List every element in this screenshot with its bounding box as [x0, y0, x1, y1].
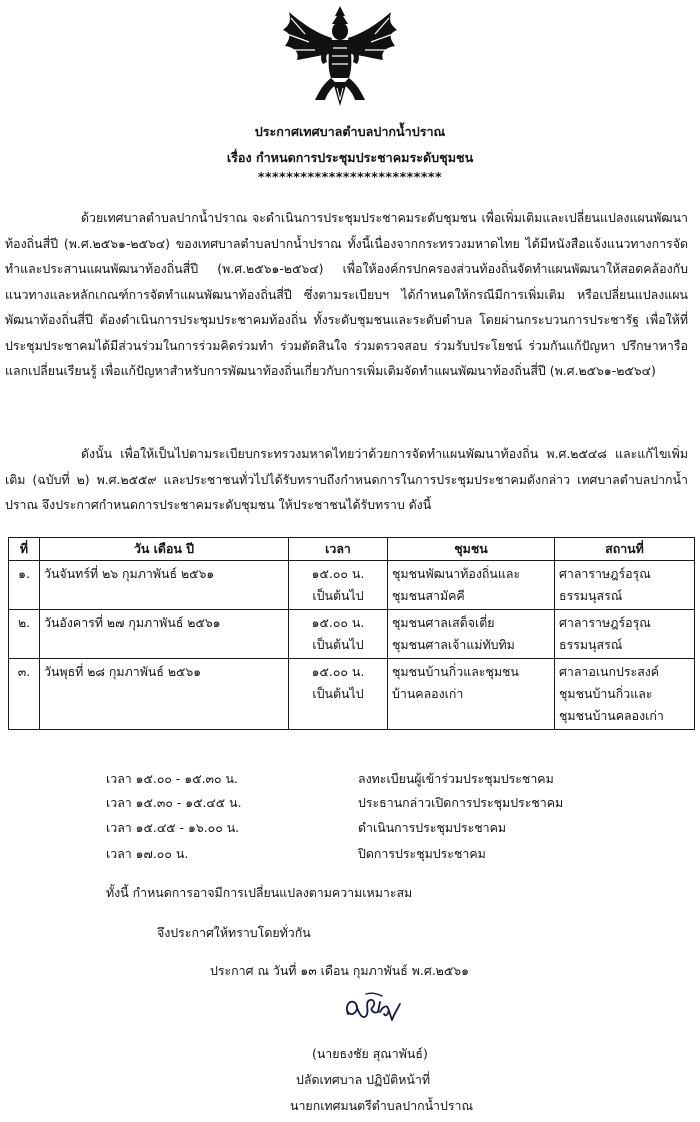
row-venue: [555, 659, 695, 730]
title-divider: **************************: [257, 169, 443, 184]
venue-line: ชุมชนบ้านคลองเก่า: [559, 708, 664, 723]
time-note: เป็นต้นไป: [312, 588, 364, 603]
body-paragraph-2: ดังนั้น เพื่อให้เป็นไปตามระเบียบกระทรวงมหาดไทยว่าด้วยการจัดทำแผนพัฒนาท้องถิ่น พ.ศ.๒๕๔๘ และแก้ไขเพิ่มเติม (ฉบับที่ ๒) พ.ศ.๒๕๕๙ และประชาชนทั่วไปได้รับทราบถึงกำหนดการในการประชุมประชาคมดังกล่าว เทศบาลตำบลปากน้ำปราณ จึงประกาศกำหนดการประชาคมระดับชุมชน ให้ประชาชนได้รับทราบ ดังนี้: [5, 446, 688, 512]
time-note: เป็นต้นไป: [312, 637, 364, 652]
table-row: [9, 610, 695, 659]
signatory-position-2: นายกเทศมนตรีตำบลปากน้ำปราณ: [290, 1098, 473, 1113]
header-venue: สถานที่: [555, 538, 695, 561]
agenda-time: เวลา ๑๕.๐๐ - ๑๕.๓๐ น.: [106, 771, 238, 786]
agenda-time: เวลา ๑๕.๔๕ - ๑๖.๐๐ น.: [106, 820, 240, 835]
garuda-emblem-icon: [275, 4, 405, 108]
venue-line: ศาลาอเนกประสงค์: [559, 664, 660, 679]
agenda-activity: ปิดการประชุมประชาคม: [358, 846, 486, 861]
agenda-time: เวลา ๑๕.๓๐ - ๑๕.๔๕ น.: [106, 795, 242, 810]
time-start: ๑๕.๐๐ น.: [311, 566, 365, 581]
time-start: ๑๕.๐๐ น.: [311, 664, 365, 679]
row-date: วันอังคารที่ ๒๗ กุมภาพันธ์ ๒๕๖๑: [40, 610, 289, 659]
community-line: บ้านคลองเก่า: [392, 686, 464, 701]
closing-note: ทั้งนี้ กำหนดการอาจมีการเปลี่ยนแปลงตามความเหมาะสม: [106, 885, 413, 900]
row-number: ๓.: [9, 659, 40, 730]
signatory-name: (นายธงชัย สุณาพันธ์): [312, 1046, 428, 1061]
row-community: [388, 659, 555, 730]
row-number: ๑.: [9, 561, 40, 610]
row-venue: [555, 561, 695, 610]
row-time: [289, 659, 388, 730]
closing-announce: จึงประกาศให้ทราบโดยทั่วกัน: [157, 925, 311, 940]
time-start: ๑๕.๐๐ น.: [311, 615, 365, 630]
header-community: ชุมชน: [388, 538, 555, 561]
signatory-position-1: ปลัดเทศบาล ปฏิบัติหน้าที่: [296, 1072, 430, 1087]
community-line: ชุมชนพัฒนาท้องถิ่นและ: [392, 566, 521, 581]
row-community: [388, 610, 555, 659]
table-row: [9, 659, 695, 730]
row-date: วันพุธที่ ๒๘ กุมภาพันธ์ ๒๕๖๑: [40, 659, 289, 730]
venue-line: ธรรมนุสรณ์: [559, 588, 623, 603]
row-community: [388, 561, 555, 610]
community-line: ชุมชนบ้านกิ่วและชุมชน: [392, 664, 519, 679]
row-number: ๒.: [9, 610, 40, 659]
row-venue: [555, 610, 695, 659]
venue-line: ธรรมนุสรณ์: [559, 637, 623, 652]
agenda-activity: ดำเนินการประชุมประชาคม: [358, 820, 507, 835]
row-time: [289, 561, 388, 610]
announcement-title: ประกาศเทศบาลตำบลปากน้ำปราณ: [254, 124, 446, 139]
table-row: [9, 561, 695, 610]
time-note: เป็นต้นไป: [312, 686, 364, 701]
community-line: ชุมชนศาลเจ้าแม่ทับทิม: [392, 637, 515, 652]
venue-line: ศาลาราษฎร์อรุณ: [559, 566, 651, 581]
row-time: [289, 610, 388, 659]
schedule-table: [8, 537, 695, 730]
header-no: ที่: [9, 538, 40, 561]
header-time: เวลา: [289, 538, 388, 561]
row-date: วันจันทร์ที่ ๒๖ กุมภาพันธ์ ๒๕๖๑: [40, 561, 289, 610]
schedule-header-row: [9, 538, 695, 561]
venue-line: ศาลาราษฎร์อรุณ: [559, 615, 651, 630]
agenda-activity: ลงทะเบียนผู้เข้าร่วมประชุมประชาคม: [358, 771, 554, 786]
signature-icon: [342, 990, 404, 1026]
body-paragraph-1: ด้วยเทศบาลตำบลปากน้ำปราณ จะดำเนินการประชุมประชาคมระดับชุมชน เพื่อเพิ่มเติมและเปลี่ยนแปลงแผนพัฒนาท้องถิ่นสี่ปี (พ.ศ.๒๕๖๑-๒๕๖๔) ของเทศบาลตำบลปากน้ำปราณ ทั้งนี้เนื่องจากกระทรวงมหาดไทย ได้มีหนังสือแจ้งแนวทางการจัดทำและประสานแผนพัฒนาท้องถิ่นสี่ปี (พ.ศ.๒๕๖๑-๒๕๖๔) เพื่อให้องค์กรปกครองส่วนท้องถิ่นจัดทำแผนพัฒนาให้สอดคล้องกับแนวทางและหลักเกณฑ์การจัดทำแผนพัฒนาท้องถิ่นสี่ปี ซึ่งตามระเบียบฯ ได้กำหนดให้กรณีมีการเพิ่มเติม หรือเปลี่ยนแปลงแผนพัฒนาท้องถิ่นสี่ปี ต้องดำเนินการประชุมประชาคมท้องถิ่น ทั้งระดับชุมชนและระดับตำบล โดยผ่านกระบวนการประชารัฐ เพื่อให้ที่ประชุมประชาคมได้มีส่วนร่วมในการร่วมคิดร่วมทำ ร่วมตัดสินใจ ร่วมตรวจสอบ ร่วมรับประโยชน์ ร่วมกันแก้ปัญหา ปรึกษาหารือแลกเปลี่ยนเรียนรู้ เพื่อแก้ปัญหาสำหรับการพัฒนาท้องถิ่นเกี่ยวกับการเพิ่มเติมจัดทำแผนพัฒนาท้องถิ่นสี่ปี (พ.ศ.๒๕๖๑-๒๕๖๔): [5, 210, 688, 378]
agenda-activity: ประธานกล่าวเปิดการประชุมประชาคม: [358, 795, 564, 810]
announcement-date: ประกาศ ณ วันที่ ๑๓ เดือน กุมภาพันธ์ พ.ศ.๒๕๖๑: [210, 963, 469, 978]
announcement-subject: เรื่อง กำหนดการประชุมประชาคมระดับชุมชน: [226, 150, 474, 165]
community-line: ชุมชนสามัคคี: [392, 588, 465, 603]
community-line: ชุมชนศาลเสด็จเตี่ย: [392, 615, 495, 630]
venue-line: ชุมชนบ้านกิ่วและ: [559, 686, 653, 701]
header-date: วัน เดือน ปี: [40, 538, 289, 561]
agenda-time: เวลา ๑๗.๐๐ น.: [106, 846, 189, 861]
